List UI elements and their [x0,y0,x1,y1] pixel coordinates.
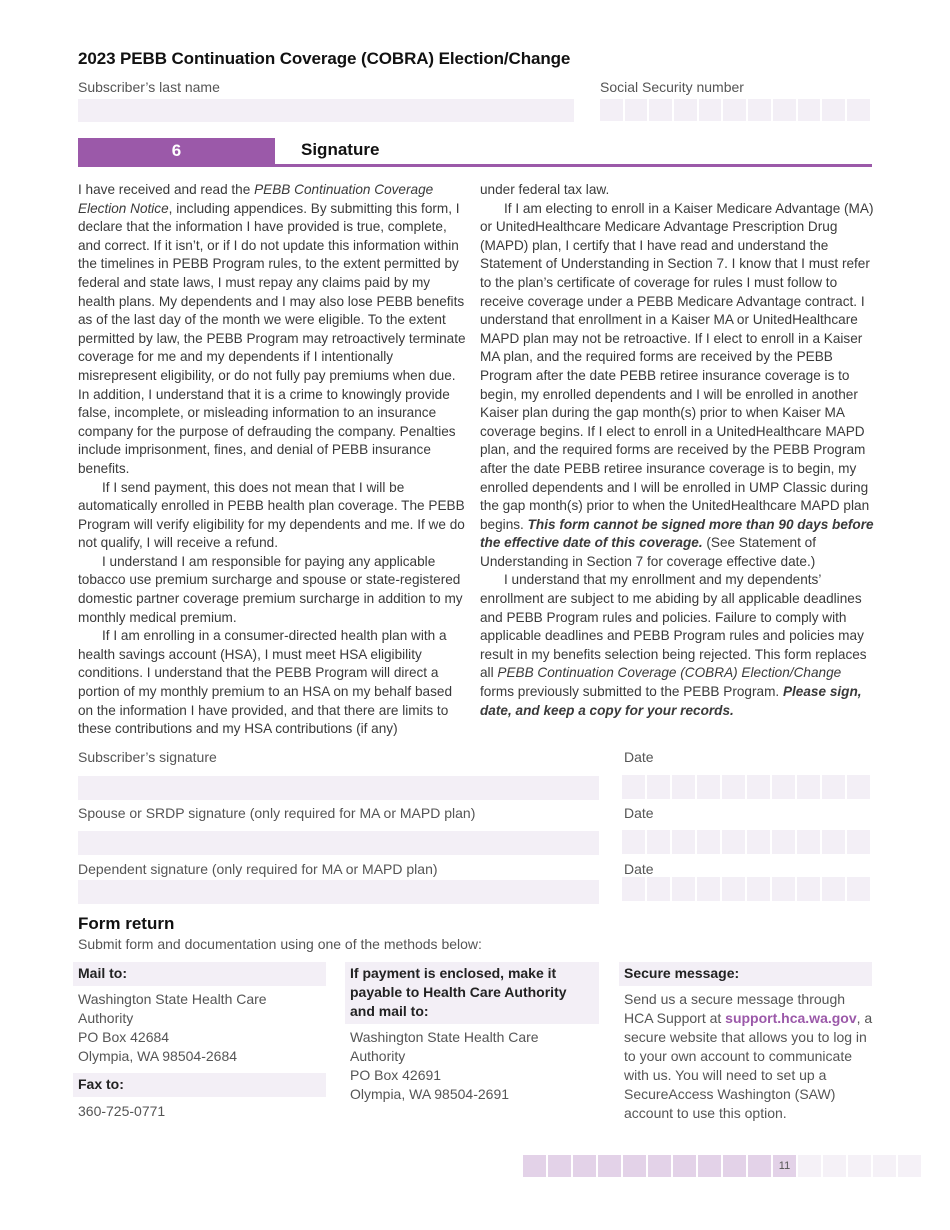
subscriber-date-label: Date [624,749,654,765]
last-name-label: Subscriber’s last name [78,79,220,95]
paragraph-medicare-advantage: If I am electing to enroll in a Kaiser Medicare Advantage (MA) or UnitedHealthcare Medicare Advantage Prescription Drug (MAPD) plan, I certify that I have read and understand the Statement of Understanding in Section 7. I know that I must refer to the plan’s certificate of coverage for rules I must follow to receive coverage under a PEBB Medicare Advantage contract. I understand that enrollment in a Kaiser MA or UnitedHealthcare MAPD plan may not be retroactive. If I elect to enroll in a Kaiser MA plan, and the required forms are received by the PEBB Program after the date PEBB retiree insurance coverage is to begin, my enrolled dependents and I will be enrolled in another Kaiser plan during the gap month(s) prior to when Kaiser MA coverage begins. If I elect to enroll in a UnitedHealthcare MAPD plan, and the required forms are received by the PEBB Program after the date PEBB retiree insurance coverage is to begin, my enrolled dependents and I will be enrolled in UMP Classic during the gap month(s) prior to when the UnitedHealthcare MAPD plan begins. This form cannot be signed more than 90 days before the effective date of this coverage. (See Statement of Understanding in Section 7 for coverage effective date.) [480,200,874,569]
paragraph-payment: If I send payment, this does not mean that I will be automatically enrolled in PEBB health plan coverage. The PEBB Program will verify eligibility for my dependents and me. If we do not qualify, I will receive a refund. [78,479,465,551]
section-title: Signature [301,140,380,159]
page-indicator [523,1155,921,1177]
paragraph-attestation: I have received and read the PEBB Continuation Coverage Election Notice, including appendices. By submitting this form, I declare that the information I have provided is true, complete, and correct. If it isn’t, or if I do not update this information within the timelines in PEBB Program rules, to the extent permitted by federal and state laws, I must repay any claims paid by my health plans. My dependents and I may also lose PEBB benefits as of the last day of the month we were eligible. To the extent permitted by law, the PEBB Program may retroactively terminate coverage for me and my dependents if I intentionally misrepresent eligibility, or do not fully pay premiums when due. In addition, I understand that it is a crime to knowingly provide false, incomplete, or misleading information to an insurance company for the purpose of defrauding the company. Penalties include imprisonment, fines, and denial of PEBB insurance benefits. [78,182,466,476]
paragraph-enrollment-rules: I understand that my enrollment and my dependents’ enrollment are subject to me abiding by all applicable deadlines and PEBB Program rules and policies. Failure to comply with applicable deadlines and PEBB Program rules and policies may result in my benefits selection being rejected. This form replaces all PEBB Continuation Coverage (COBRA) Election/Change forms previously submitted to the PEBB Program. Please sign, date, and keep a copy for your records. [480,572,867,718]
subscriber-date-input[interactable] [622,775,870,799]
dependent-signature-label: Dependent signature (only required for MA or MAPD plan) [78,861,438,877]
subscriber-signature-input[interactable] [78,776,599,800]
paragraph-hsa-continued: under federal tax law. [480,182,610,197]
fax-number: 360-725-0771 [78,1103,166,1119]
signature-text-column-1 [78,181,470,739]
support-link[interactable]: support.hca.wa.gov [725,1010,857,1026]
fax-to-heading: Fax to: [73,1073,326,1097]
mail-to-heading: Mail to: [73,962,326,986]
paragraph-hsa: If I am enrolling in a consumer-directed health plan with a health savings account (HSA), I must meet HSA eligibility conditions. I understand that the PEBB Program will direct a portion of my monthly premium to an HSA on my behalf based on the information I have provided, and that there are limits to these contributions and my HSA contributions (if any) [78,628,453,737]
ssn-input[interactable] [600,99,870,121]
spouse-date-input[interactable] [622,830,870,854]
mail-address: Washington State Health Care Authority PO Box 42684 Olympia, WA 98504-2684 [78,991,267,1064]
payment-heading: If payment is enclosed, make it payable to Health Care Authority and mail to: [345,962,599,1024]
payment-address: Washington State Health Care Authority PO Box 42691 Olympia, WA 98504-2691 [350,1029,539,1102]
secure-message-text: Send us a secure message through HCA Support at support.hca.wa.gov, a secure website that allows you to log in to your own account to communicate with us. You will need to set up a SecureAccess Washington (SAW) account to use this option. [624,991,873,1121]
section-header [78,138,872,167]
spouse-signature-input[interactable] [78,831,599,855]
signature-text-column-2 [480,181,875,720]
paragraph-surcharge: I understand I am responsible for paying any applicable tobacco use premium surcharge and spouse or state-registered domestic partner coverage premium surcharge in addition to my monthly medical premium. [78,553,463,625]
spouse-date-label: Date [624,805,654,821]
section-number: 6 [78,138,275,164]
spouse-signature-label: Spouse or SRDP signature (only required for MA or MAPD plan) [78,805,476,821]
form-return-subtitle: Submit form and documentation using one of the methods below: [78,936,482,952]
subscriber-signature-label: Subscriber’s signature [78,749,217,765]
ssn-label: Social Security number [600,79,744,95]
form-return-title: Form return [78,914,175,933]
page-number: 11 [773,1155,796,1177]
page-title: 2023 PEBB Continuation Coverage (COBRA) Election/Change [78,49,571,68]
dependent-date-label: Date [624,861,654,877]
dependent-signature-input[interactable] [78,880,599,904]
secure-message-heading: Secure message: [619,962,872,986]
dependent-date-input[interactable] [622,877,870,901]
last-name-input[interactable] [78,99,574,122]
